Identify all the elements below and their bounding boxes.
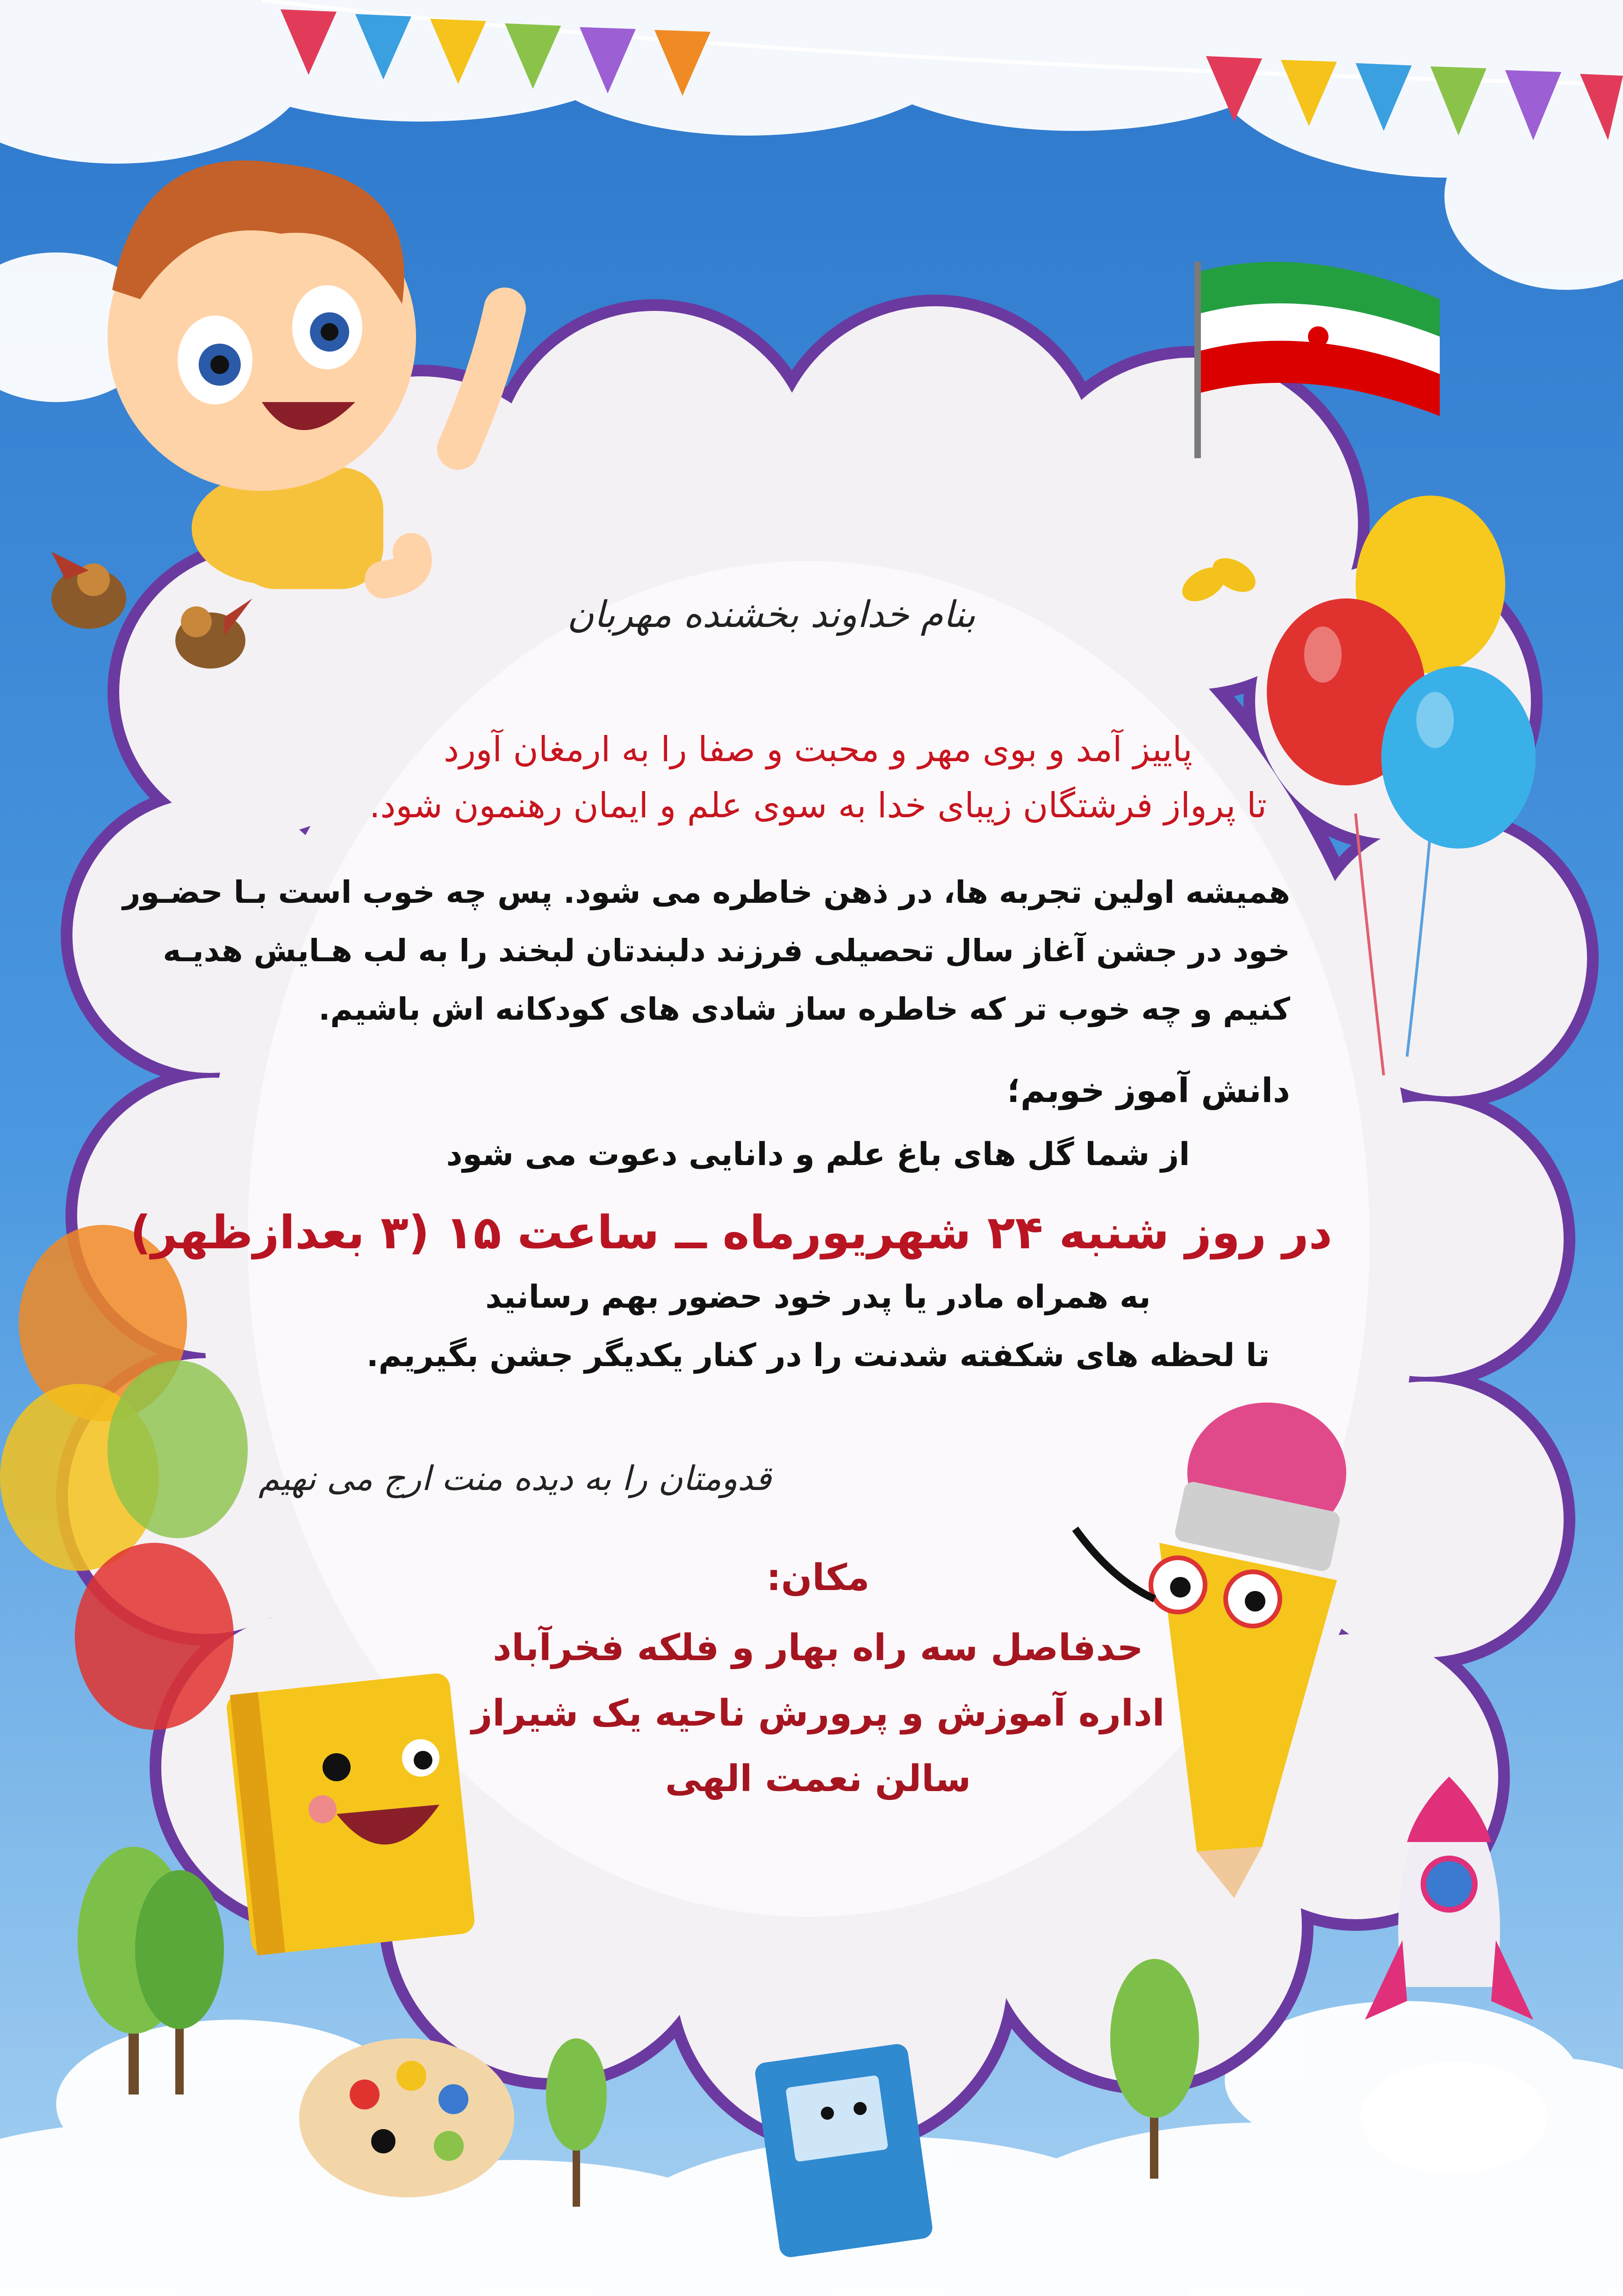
student-heading: دانش آموز خوبم؛ xyxy=(1007,1071,1290,1110)
greeting-text: بنام خداوند بخشنده مهربان xyxy=(567,594,976,636)
companion-line-1: به همراه مادر یا پدر خود حضور بهم رسانید xyxy=(485,1279,1151,1316)
location-line-1: حدفاصل سه راه بهار و فلکه فخرآباد xyxy=(493,1627,1143,1669)
paragraph-line-1: همیشه اولین تجربه ها، در ذهن خاطره می شود. پس چه خوب است بـا حضـور xyxy=(122,874,1290,910)
notebook-character xyxy=(754,2043,934,2259)
intro-line-1: پاییز آمد و بوی مهر و محبت و صفا را به ارمغان آورد xyxy=(443,729,1193,770)
date-line: در روز شنبه ۲۴ شهریورماه ــ ساعت ۱۵ (۳ بعدازظهر) xyxy=(130,1206,1332,1260)
paragraph-line-3: کنیم و چه خوب تر که خاطره ساز شادی های کودکانه اش باشیم. xyxy=(318,991,1290,1027)
companion-line-2: تا لحظه های شکفته شدنت را در کنار یکدیگر جشن بگیریم. xyxy=(366,1337,1270,1374)
location-label: مکان: xyxy=(766,1557,870,1599)
closing-text: قدومتان را به دیده منت ارج می نهیم xyxy=(258,1459,771,1498)
intro-line-2: تا پرواز فرشتگان زیبای خدا به سوی علم و ایمان رهنمون شود. xyxy=(369,785,1267,826)
paint-palette-character xyxy=(299,2038,514,2197)
location-line-3: سالن نعمت الهی xyxy=(665,1758,971,1800)
paragraph-line-2: خود در جشن آغاز سال تحصیلی فرزند دلبندتان لبخند را به لب هـایش هدیـه xyxy=(163,933,1290,969)
invite-line: از شما گل های باغ علم و دانایی دعوت می شود xyxy=(446,1136,1190,1173)
location-line-2: اداره آموزش و پرورش ناحیه یک شیراز xyxy=(471,1692,1165,1735)
